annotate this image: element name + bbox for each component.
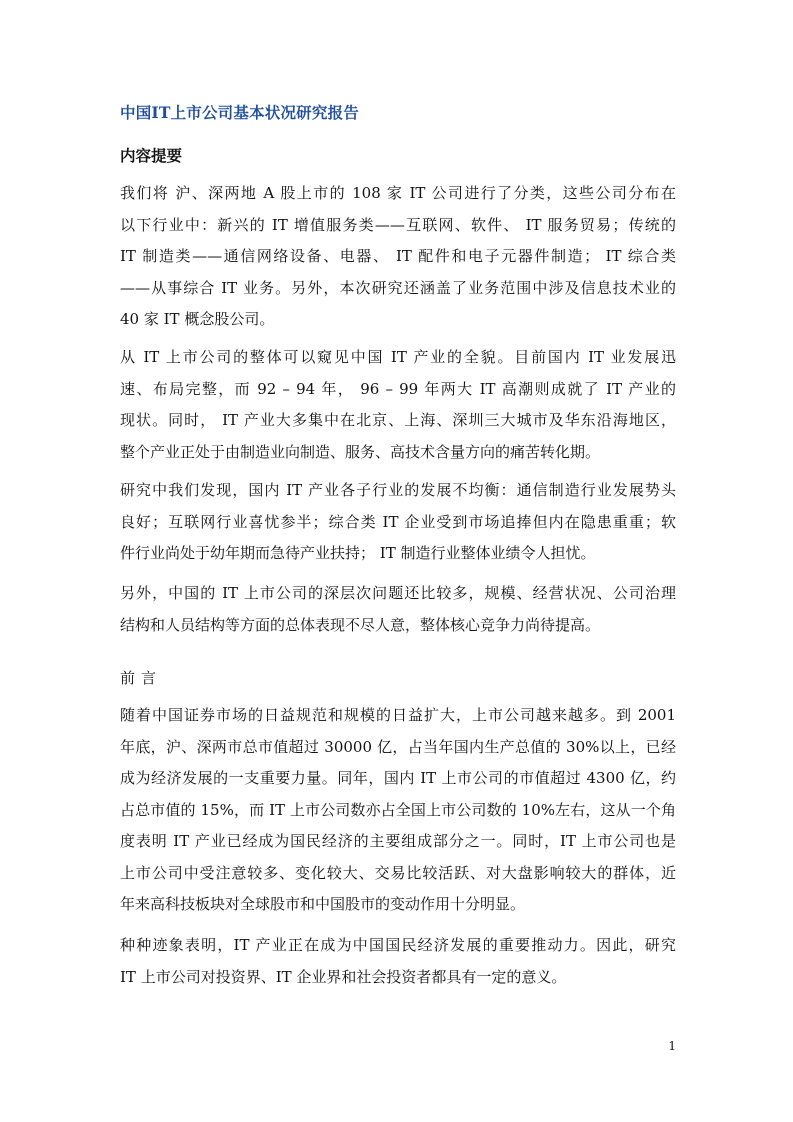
text-line: 占总市值的 15%，而 IT 上市公司数亦占全国上市公司数的 10%左右，这从一个角 [120,800,676,819]
abstract-paragraph-4 [120,578,676,641]
abstract-paragraph-3 [120,475,676,570]
text-line: 结构和人员结构等方面的总体表现不尽人意，整体核心竞争力尚待提高。 [120,615,601,634]
text-line: 另外，中国的 IT 上市公司的深层次问题还比较多，规模、经营状况、公司治理 [120,584,676,602]
text-line: 40 家 IT 概念股公司。 [120,310,275,328]
text-line: 成为经济发展的一支重要力量。同年，国内 IT 上市公司的市值超过 4300 亿，约 [120,769,676,787]
text-line: 研究中我们发现，国内 IT 产业各子行业的发展不均衡：通信制造行业发展势头 [120,481,676,499]
abstract-paragraph-1 [120,178,676,336]
text-line: 速、布局完整，而 92 – 94 年， 96 – 99 年两大 IT 高潮则成就了 IT 产业的 [120,379,676,398]
text-line: 随着中国证券市场的日益规范和规模的日益扩大，上市公司越来越多。到 2001 [120,706,676,724]
preface-paragraph-1 [120,700,676,921]
page-number: 1 [668,1039,676,1053]
text-line: 我们将 沪、深两地 A 股上市的 108 家 IT 公司进行了分类，这些公司分布在 [120,184,676,202]
text-line: 件行业尚处于幼年期而急待产业扶持； IT 制造行业整体业绩令人担忧。 [120,544,596,562]
preface-paragraph-2 [120,930,676,993]
abstract-paragraph-2 [120,342,676,468]
text-line: 整个产业正处于由制造业向制造、服务、高技术含量方向的痛苦转化期。 [120,442,601,461]
text-line: 上市公司中受注意较多、变化较大、交易比较活跃、对大盘影响较大的群体，近 [120,863,676,882]
text-line: ——从事综合 IT 业务。另外，本次研究还涵盖了业务范围中涉及信息技术业的 [120,278,676,297]
text-line: IT 上市公司对投资界、IT 企业界和社会投资者都具有一定的意义。 [120,967,567,986]
text-line: 现状。同时， IT 产业大多集中在北京、上海、深圳三大城市及华东沿海地区， [120,411,676,429]
text-line: 以下行业中：新兴的 IT 增值服务类——互联网、软件、 IT 服务贸易；传统的 [120,215,676,234]
text-line: 从 IT 上市公司的整体可以窥见中国 IT 产业的全貌。目前国内 IT 业发展迅 [120,348,676,366]
text-line: 年来高科技板块对全球股市和中国股市的变动作用十分明显。 [120,895,526,913]
text-line: 良好；互联网行业喜忧参半；综合类 IT 企业受到市场追捧但内在隐患重重；软 [120,512,676,531]
preface-heading: 前言 [120,669,163,687]
document-title: 中国IT上市公司基本状况研究报告 [120,103,359,122]
text-line: IT 制造类——通信网络设备、电器、 IT 配件和电子元器件制造； IT 综合类 [120,247,676,265]
text-line: 年底，沪、深两市总市值超过 30000 亿，占当年国内生产总值的 30%以上，已经 [120,737,676,756]
text-line: 种种迹象表明，IT 产业正在成为中国国民经济发展的重要推动力。因此，研究 [120,936,676,954]
text-line: 度表明 IT 产业已经成为国民经济的主要组成部分之一。同时，IT 上市公司也是 [120,832,676,850]
abstract-heading: 内容提要 [120,146,183,165]
